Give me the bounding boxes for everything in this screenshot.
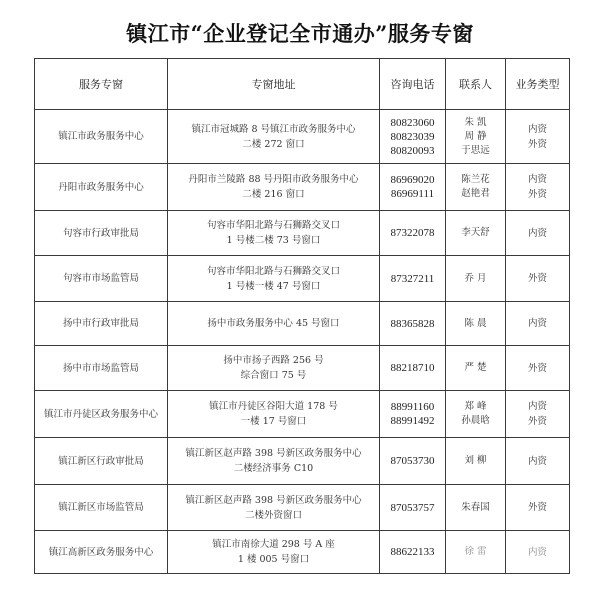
- header-type: 业务类型: [506, 59, 570, 110]
- type-cell: [506, 164, 570, 211]
- phone-number: 87053730: [390, 455, 435, 467]
- phone-number: 80823039: [390, 130, 435, 143]
- address-cell: [168, 302, 380, 346]
- service-cell: [35, 391, 168, 438]
- contact-name: 郑 峰: [464, 401, 487, 412]
- address-line: 句容市华阳北路与石狮路交叉口: [206, 220, 340, 231]
- service-window-table: [34, 58, 570, 574]
- address-line: 镇江市冠城路 8 号镇江市政务服务中心: [191, 123, 356, 135]
- phone-number: 86969020: [390, 174, 435, 186]
- table-row: [35, 164, 570, 211]
- contact-name: 朱春国: [461, 501, 490, 513]
- table-row: [35, 256, 570, 302]
- business-type: 内资: [527, 123, 547, 135]
- phone-cell: [380, 531, 446, 574]
- table-row: [35, 211, 570, 256]
- phone-cell: [380, 211, 446, 256]
- address-line: 1 楼 005 号窗口: [237, 554, 310, 565]
- contact-name: 刘 柳: [464, 455, 487, 466]
- contact-cell: [446, 110, 506, 164]
- contact-cell: [446, 164, 506, 211]
- contact-cell: [446, 256, 506, 302]
- service-cell: [35, 211, 168, 256]
- contact-cell: [446, 438, 506, 485]
- service-name: 句容市行政审批局: [62, 227, 139, 239]
- service-name: 丹阳市政务服务中心: [58, 181, 144, 193]
- phone-number: 87053757: [390, 501, 435, 514]
- address-line: 1 号楼一楼 47 号窗口: [226, 280, 321, 292]
- address-cell: [168, 346, 380, 391]
- business-type: 内资: [527, 318, 547, 329]
- contact-name: 严 楚: [464, 362, 487, 373]
- type-cell: [506, 346, 570, 391]
- table-row: [35, 485, 570, 531]
- header-service: 服务专窗: [35, 59, 168, 110]
- address-line: 镇江新区赵声路 398 号新区政务服务中心: [185, 494, 362, 506]
- service-name: 镇江市政务服务中心: [58, 131, 144, 142]
- service-name: 扬中市市场监管局: [62, 362, 139, 374]
- phone-cell: [380, 346, 446, 391]
- table-row: [35, 346, 570, 391]
- header-contact: 联系人: [446, 59, 506, 110]
- phone-number: 86969111: [390, 188, 435, 200]
- service-cell: [35, 164, 168, 211]
- address-cell: [168, 256, 380, 302]
- contact-cell: [446, 302, 506, 346]
- header-phone: 咨询电话: [380, 59, 446, 110]
- address-line: 二楼 216 窗口: [242, 189, 305, 200]
- table-header-row: [35, 59, 570, 110]
- service-cell: [35, 110, 168, 164]
- address-line: 镇江市丹徒区谷阳大道 178 号: [209, 401, 338, 412]
- phone-number: 88622133: [390, 546, 435, 558]
- address-cell: [168, 531, 380, 574]
- contact-name: 陈兰花: [461, 174, 490, 185]
- contact-name: 李天舒: [461, 227, 490, 238]
- address-line: 二楼外资窗口: [244, 509, 302, 521]
- phone-number: 88991492: [390, 415, 435, 427]
- phone-cell: [380, 302, 446, 346]
- phone-number: 80823060: [390, 116, 435, 129]
- address-cell: [168, 485, 380, 531]
- header-address: 专窗地址: [168, 59, 380, 110]
- phone-cell: [380, 485, 446, 531]
- business-type: 外资: [527, 502, 547, 513]
- service-cell: [35, 256, 168, 302]
- type-cell: [506, 211, 570, 256]
- table-row: [35, 438, 570, 485]
- type-cell: [506, 531, 570, 574]
- type-cell: [506, 391, 570, 438]
- address-cell: [168, 438, 380, 485]
- phone-cell: [380, 164, 446, 211]
- service-name: 镇江高新区政务服务中心: [48, 546, 154, 558]
- contact-name: 朱 凯: [464, 116, 487, 128]
- phone-cell: [380, 438, 446, 485]
- contact-name: 陈 晨: [464, 317, 487, 329]
- service-cell: [35, 485, 168, 531]
- address-line: 镇江市南徐大道 298 号 A 座: [212, 539, 335, 550]
- address-line: 丹阳市兰陵路 88 号丹阳市政务服务中心: [188, 174, 359, 185]
- table-row: [35, 531, 570, 574]
- phone-cell: [380, 391, 446, 438]
- address-line: 二楼经济事务 C10: [233, 463, 314, 474]
- contact-name: 于思远: [461, 144, 490, 156]
- phone-number: 87322078: [390, 227, 435, 239]
- contact-cell: [446, 391, 506, 438]
- service-name: 扬中市行政审批局: [62, 318, 139, 329]
- contact-cell: [446, 531, 506, 574]
- business-type: 内资: [527, 546, 547, 558]
- contact-name: 孙晨晗: [461, 415, 490, 426]
- address-line: 句容市华阳北路与石狮路交叉口: [206, 265, 340, 277]
- phone-number: 88991160: [390, 401, 435, 413]
- address-cell: [168, 211, 380, 256]
- address-line: 扬中市政务服务中心 45 号窗口: [207, 318, 340, 329]
- table-body: [35, 110, 570, 574]
- address-line: 综合窗口 75 号: [240, 370, 307, 381]
- phone-number: 80820093: [390, 144, 435, 157]
- business-type: 内资: [527, 455, 547, 467]
- business-type: 外资: [527, 416, 547, 427]
- address-cell: [168, 164, 380, 211]
- type-cell: [506, 110, 570, 164]
- business-type: 外资: [527, 273, 547, 284]
- service-cell: [35, 346, 168, 391]
- contact-name: 赵艳君: [461, 188, 490, 199]
- table-row: [35, 391, 570, 438]
- business-type: 内资: [527, 401, 547, 412]
- type-cell: [506, 485, 570, 531]
- contact-cell: [446, 346, 506, 391]
- business-type: 外资: [527, 189, 547, 200]
- phone-number: 88365828: [390, 317, 435, 330]
- type-cell: [506, 256, 570, 302]
- phone-number: 87327211: [390, 272, 435, 285]
- business-type: 外资: [527, 138, 547, 150]
- service-name: 镇江新区行政审批局: [58, 455, 144, 467]
- address-cell: [168, 391, 380, 438]
- service-cell: [35, 302, 168, 346]
- service-cell: [35, 438, 168, 485]
- service-name: 镇江新区市场监管局: [58, 502, 144, 513]
- service-name: 句容市市场监管局: [62, 273, 139, 284]
- address-line: 二楼 272 窗口: [242, 138, 305, 150]
- address-cell: [168, 110, 380, 164]
- type-cell: [506, 438, 570, 485]
- table-row: [35, 110, 570, 164]
- business-type: 内资: [527, 174, 547, 185]
- phone-cell: [380, 110, 446, 164]
- type-cell: [506, 302, 570, 346]
- contact-name: 徐 雷: [464, 546, 487, 557]
- contact-cell: [446, 211, 506, 256]
- service-cell: [35, 531, 168, 574]
- contact-cell: [446, 485, 506, 531]
- contact-name: 周 静: [464, 130, 487, 142]
- address-line: 镇江新区赵声路 398 号新区政务服务中心: [185, 448, 362, 459]
- phone-cell: [380, 256, 446, 302]
- business-type: 外资: [527, 362, 547, 374]
- address-line: 一楼 17 号窗口: [240, 416, 307, 427]
- contact-name: 乔 月: [464, 272, 487, 284]
- table-row: [35, 302, 570, 346]
- business-type: 内资: [527, 227, 547, 239]
- address-line: 扬中市扬子西路 256 号: [223, 355, 324, 366]
- phone-number: 88218710: [390, 362, 435, 374]
- service-name: 镇江市丹徒区政务服务中心: [43, 408, 158, 420]
- page-title: 镇江市“企业登记全市通办”服务专窗: [126, 21, 474, 46]
- address-line: 1 号楼二楼 73 号窗口: [226, 235, 321, 246]
